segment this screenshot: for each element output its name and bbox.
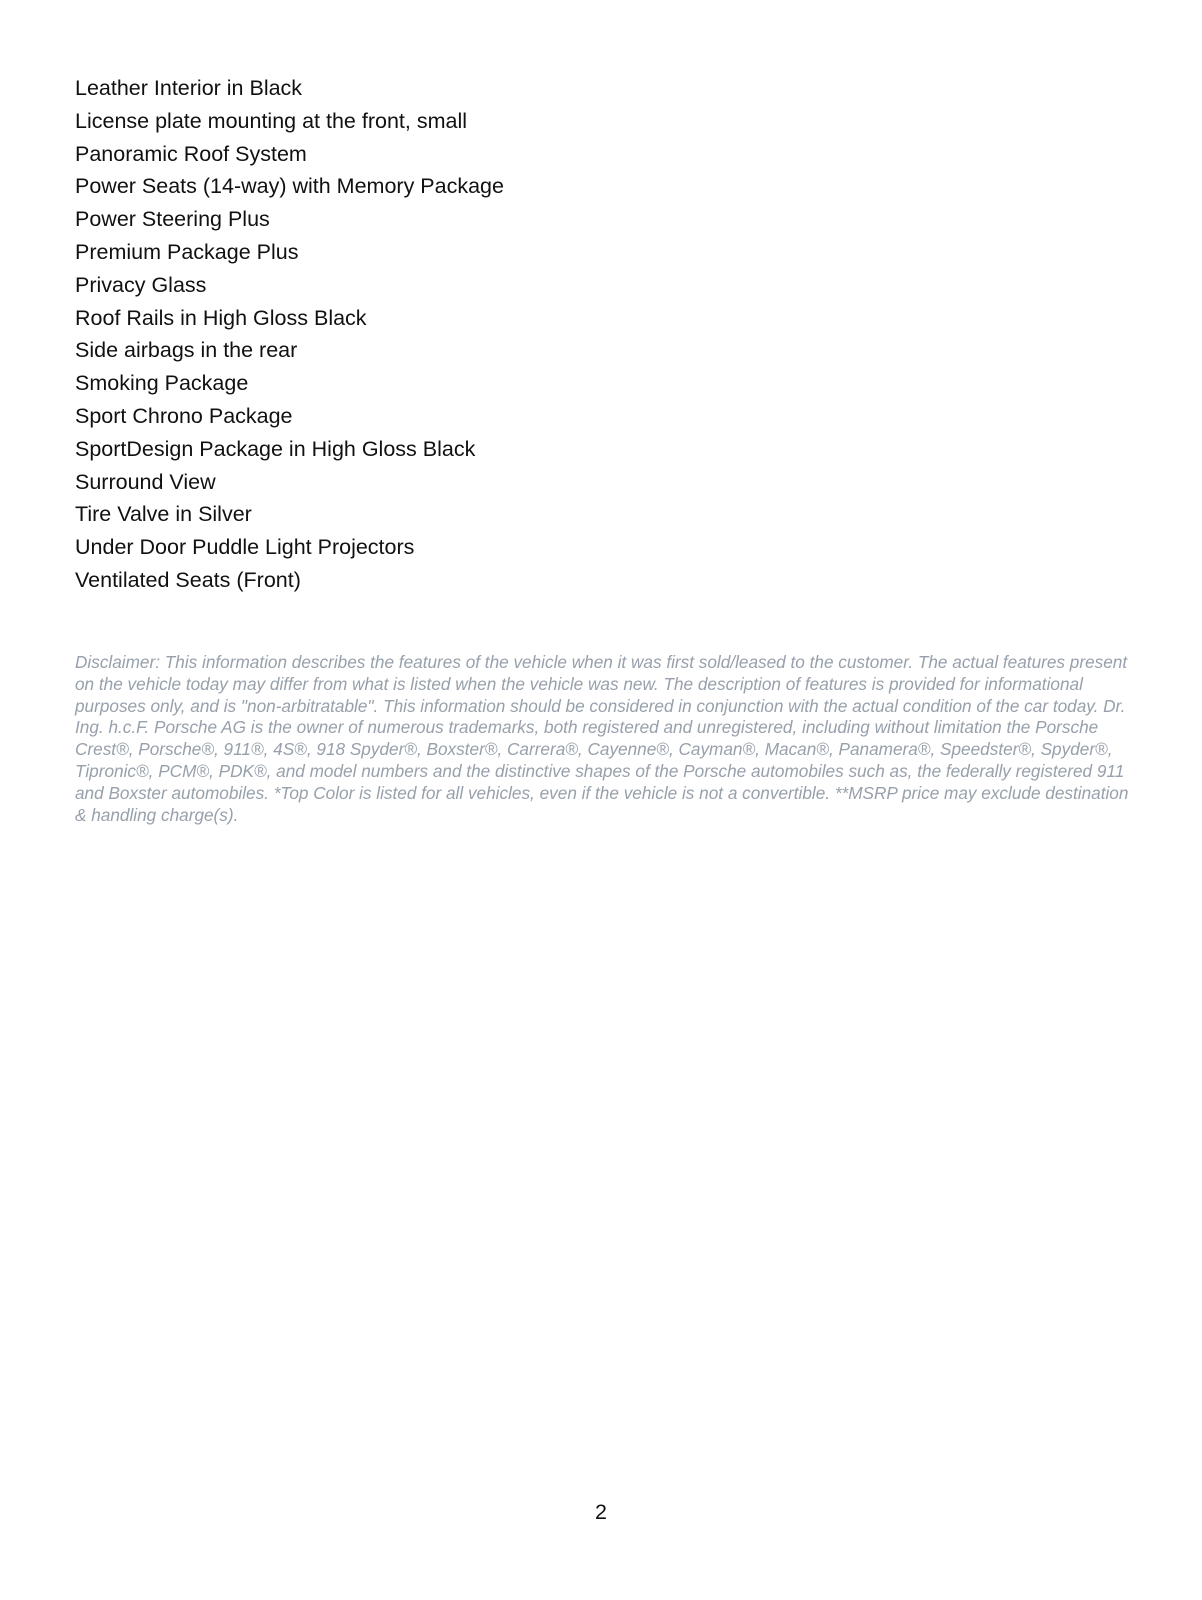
feature-item: Privacy Glass [75,272,207,297]
feature-item: Premium Package Plus [75,239,299,264]
feature-item: Under Door Puddle Light Projectors [75,535,415,560]
feature-item: Leather Interior in Black [75,76,303,100]
feature-item: Surround View [75,469,216,494]
feature-item: Panoramic Roof System [75,141,307,166]
feature-item: License plate mounting at the front, small [75,108,467,133]
feature-item: Power Steering Plus [75,207,270,232]
feature-item: Power Seats (14-way) with Memory Package [75,174,504,199]
feature-item: Tire Valve in Silver [75,502,252,527]
feature-item: Roof Rails in High Gloss Black [75,305,367,330]
disclaimer-text: Disclaimer: This information describes the features of the vehicle when it was first sold/leased to the customer. The actual features present on the vehicle today may differ from what is listed when the vehicle was new. The description of features is provided for informational purposes only, and is "non-arbitratable". This information should be considered in conjunction with the actual condition of the car today. Dr. Ing. h.c.F. Porsche AG is the owner of numerous trademarks, both registered and unregistered, including without limitation the Porsche Crest®, Porsche®, 911®, 4S®, 918 Spyder®, Boxster®, Carrera®, Cayenne®, Cayman®, Macan®, Panamera®, Speedster®, Spyder®, Tipronic®, PCM®, PDK®, and model numbers and the distinctive shapes of the Porsche automobiles such as, the federally registered 911 and Boxster automobiles. *Top Color is listed for all vehicles, even if the vehicle is not a convertible. **MSRP price may exclude destination & handling charge(s). [75,652,1129,825]
feature-item: Side airbags in the rear [75,338,298,363]
feature-item: Ventilated Seats (Front) [75,567,301,592]
page-number: 2 [595,1500,607,1524]
feature-item: Smoking Package [75,371,249,396]
feature-list [75,72,504,597]
feature-item: Sport Chrono Package [75,403,293,428]
feature-item: SportDesign Package in High Gloss Black [75,436,476,461]
